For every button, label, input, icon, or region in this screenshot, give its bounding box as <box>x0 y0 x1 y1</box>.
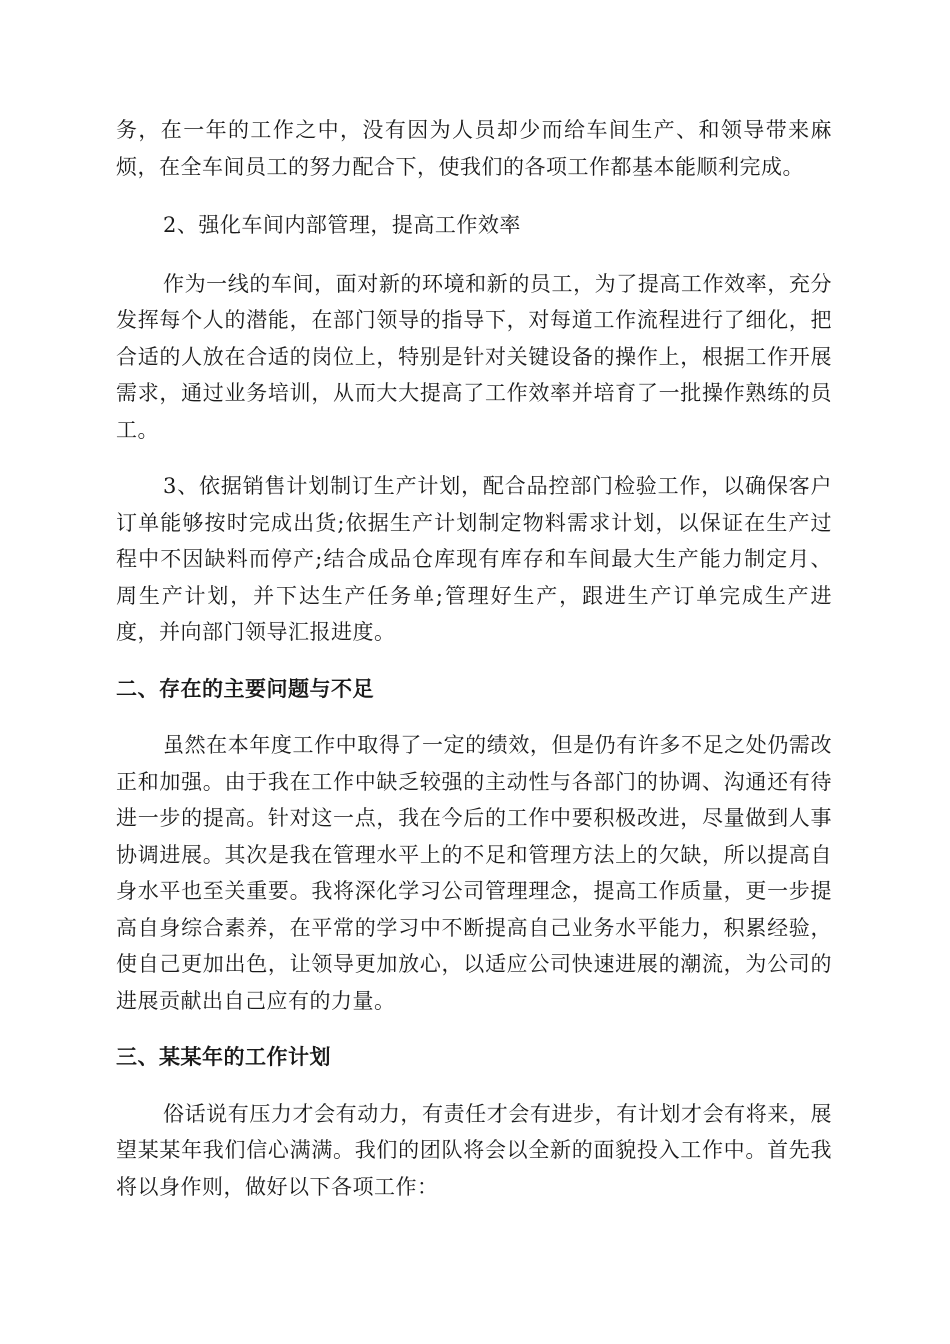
item-2-body: 作为一线的车间，面对新的环境和新的员工，为了提高工作效率，充分发挥每个人的潜能，在部门领导的指导下，对每道工作流程进行了细化，把合适的人放在合适的岗位上，特别是针对关键设备的操作上，根据工作开展需求，通过业务培训，从而大大提高了工作效率并培育了一批操作熟练的员工。 <box>116 271 832 442</box>
section-2-body: 虽然在本年度工作中取得了一定的绩效，但是仍有许多不足之处仍需改正和加强。由于我在工作中缺乏较强的主动性与各部门的协调、沟通还有待进一步的提高。针对这一点，我在今后的工作中要积极改进，尽量做到人事协调进展。其次是我在管理水平上的不足和管理方法上的欠缺，所以提高自身水平也至关重要。我将深化学习公司管理理念，提高工作质量，更一步提高自身综合素养，在平常的学习中不断提高自己业务水平能力，积累经验，使自己更加出色，让领导更加放心，以适应公司快速进展的潮流，为公司的进展贡献出自己应有的力量。 <box>116 733 832 1013</box>
item-2-title: 2、强化车间内部管理，提高工作效率 <box>163 213 521 237</box>
paragraph-continuation: 务，在一年的工作之中，没有因为人员却少而给车间生产、和领导带来麻烦，在全车间员工的努力配合下，使我们的各项工作都基本能顺利完成。 <box>116 118 832 179</box>
document-body <box>116 112 832 1205</box>
section-2-heading: 二、存在的主要问题与不足 <box>116 676 374 701</box>
section-3-body: 俗话说有压力才会有动力，有责任才会有进步，有计划才会有将来，展望某某年我们信心满满。我们的团队将会以全新的面貌投入工作中。首先我将以身作则，做好以下各项工作： <box>116 1101 832 1199</box>
item-3-body: 3、依据销售计划制订生产计划，配合品控部门检验工作，以确保客户订单能够按时完成出货;依据生产计划制定物料需求计划，以保证在生产过程中不因缺料而停产;结合成品仓库现有库存和车间最大生产能力制定月、周生产计划，并下达生产任务单;管理好生产，跟进生产订单完成生产进度，并向部门领导汇报进度。 <box>116 474 832 644</box>
section-3-heading: 三、某某年的工作计划 <box>116 1045 331 1069</box>
